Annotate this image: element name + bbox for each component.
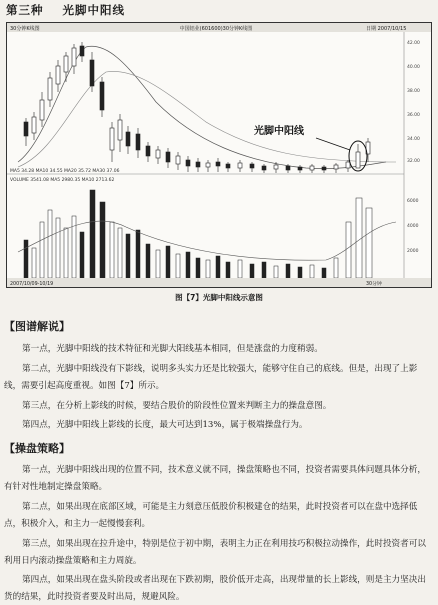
svg-text:6000: 6000 [407,199,419,204]
annotation-label: 光脚中阳线 [254,126,304,137]
volume-bar [176,254,180,278]
candle [126,132,130,146]
volume-bar [366,208,372,278]
candle [32,117,36,133]
volume-bar [262,262,266,278]
volume-bar [156,250,160,278]
volume-bar [24,240,28,278]
volume-bar [146,244,150,278]
section-heading-trading-strategy: 【操盘策略】 [4,442,70,455]
paragraph: 第二点，光脚中阳线没有下影线，说明多头实力还是比较强大，能够守住自己的底线。但是，出现了上影线，需要引起高度重视。如图【7】所示。 [4,364,418,391]
candle [48,78,52,100]
candle [118,120,122,140]
volume-bar [100,202,105,278]
candle [24,122,28,136]
top-right-label: 日期 2007/10/15 [366,26,407,32]
paragraph: 第三点，如果出现在拉升途中，特别是位于初中期，表明主力正在利用技巧积极拉动操作，此时投资者可以利用日内滚动操盘策略和主力周旋。 [4,539,426,566]
candle [238,163,242,168]
volume-legend: VOLUME 3541.08 MA5 2980.35 MA10 2713.62 [10,178,115,183]
volume-bar [166,246,170,278]
svg-text:36.00: 36.00 [407,113,420,118]
paragraph: 第四点，如果出现在盘头阶段或者出现在下跌初期，股价低开走高，出现带量的长上影线，则是主力坚决出货的结果，此时投资者要及时出局，规避风险。 [4,575,426,602]
candle [64,56,68,72]
volume-bar [90,190,95,278]
chapter-heading [6,2,125,18]
candle [206,163,210,167]
candle [176,156,180,164]
paragraph: 第三点，在分析上影线的时候，要结合股价的阶段性位置来判断主力的操盘意图。 [22,401,332,411]
candle [298,167,302,170]
volume-bar [196,258,200,278]
candle [216,162,220,166]
chapter-title: 光脚中阳线 [62,3,126,17]
volume-bar [118,228,122,278]
figure-caption: 图【7】光脚中阳线示意图 [175,293,263,302]
volume-bar [64,228,68,278]
svg-text:2000: 2000 [407,249,419,254]
candle [262,166,266,170]
volume-bar [80,232,84,278]
candle [286,166,290,170]
bottom-left-label: 2007/10/09-10/19 [10,282,54,287]
highlight-candle [356,152,360,168]
volume-bar [310,265,314,278]
bottom-right-label: 30分钟 [366,282,382,287]
candle [40,100,44,120]
volume-bar [216,256,220,278]
volume-bar [286,264,290,278]
volume-bar [206,260,210,278]
candle [90,60,94,86]
candle [334,165,338,169]
kline-chart [6,22,432,288]
volume-bar [298,267,302,278]
candle [226,164,230,168]
candle [274,165,278,169]
volume-bar [322,268,326,278]
volume-bar [334,258,338,278]
candle [56,66,60,84]
top-left-label: 30分钟K线图 [10,26,40,32]
svg-text:42.00: 42.00 [407,41,420,46]
volume-bar [126,234,130,278]
kline-figure [6,22,432,288]
price-legend: MA5 34.28 MA10 34.55 MA20 35.72 MA30 37.06 [10,169,120,174]
chapter-number: 第三种 [6,3,44,17]
candle [322,167,326,170]
volume-bar [226,262,230,278]
volume-bar [40,222,44,278]
svg-text:4000: 4000 [407,224,419,229]
candle [146,146,150,156]
candle [346,162,350,168]
candle [166,152,170,162]
candle [80,46,84,56]
paragraph: 第四点，光脚中阳线上影线的长度，最大可达到13%，属于极端操盘行为。 [22,420,308,430]
volume-bar [136,230,140,278]
volume-bar [356,198,362,278]
candle [196,162,200,167]
volume-bar [274,266,278,278]
volume-bar [48,210,52,278]
candle [156,150,160,158]
volume-bar [56,218,60,278]
volume-bar [238,260,242,278]
paragraph: 第一点，光脚中阳线出现的位置不同，技术意义就不同，操盘策略也不同，投资者需要具体问题具体分析，有针对性地制定操盘策略。 [4,465,426,492]
svg-text:40.00: 40.00 [407,65,420,70]
top-center-label: 中国铝业(601600)30分钟K线图 [179,26,253,32]
candle [100,82,104,110]
paragraph: 第一点，光脚中阳线的技术特征和光脚大阳线基本相同，但是涨盘的力度稍弱。 [22,344,323,354]
volume-bar [346,222,351,278]
candle [136,134,140,150]
candle [310,166,314,170]
candle [110,128,114,150]
candle [186,160,190,166]
svg-text:38.00: 38.00 [407,89,420,94]
candle [250,164,254,168]
paragraph: 第二点，如果出现在底部区域，可能是主力刻意压低股价积极建仓的结果，此时投资者可以在盘中选择低点，积极介入，和主力一起慢慢套利。 [4,502,418,529]
volume-bar [250,264,254,278]
section-heading-chart-explanation: 【图谱解说】 [4,320,70,333]
volume-bar [32,248,36,278]
svg-text:34.00: 34.00 [407,137,420,142]
svg-text:32.00: 32.00 [407,159,420,164]
candle [72,48,76,66]
volume-bar [110,222,114,278]
volume-bar [186,252,190,278]
